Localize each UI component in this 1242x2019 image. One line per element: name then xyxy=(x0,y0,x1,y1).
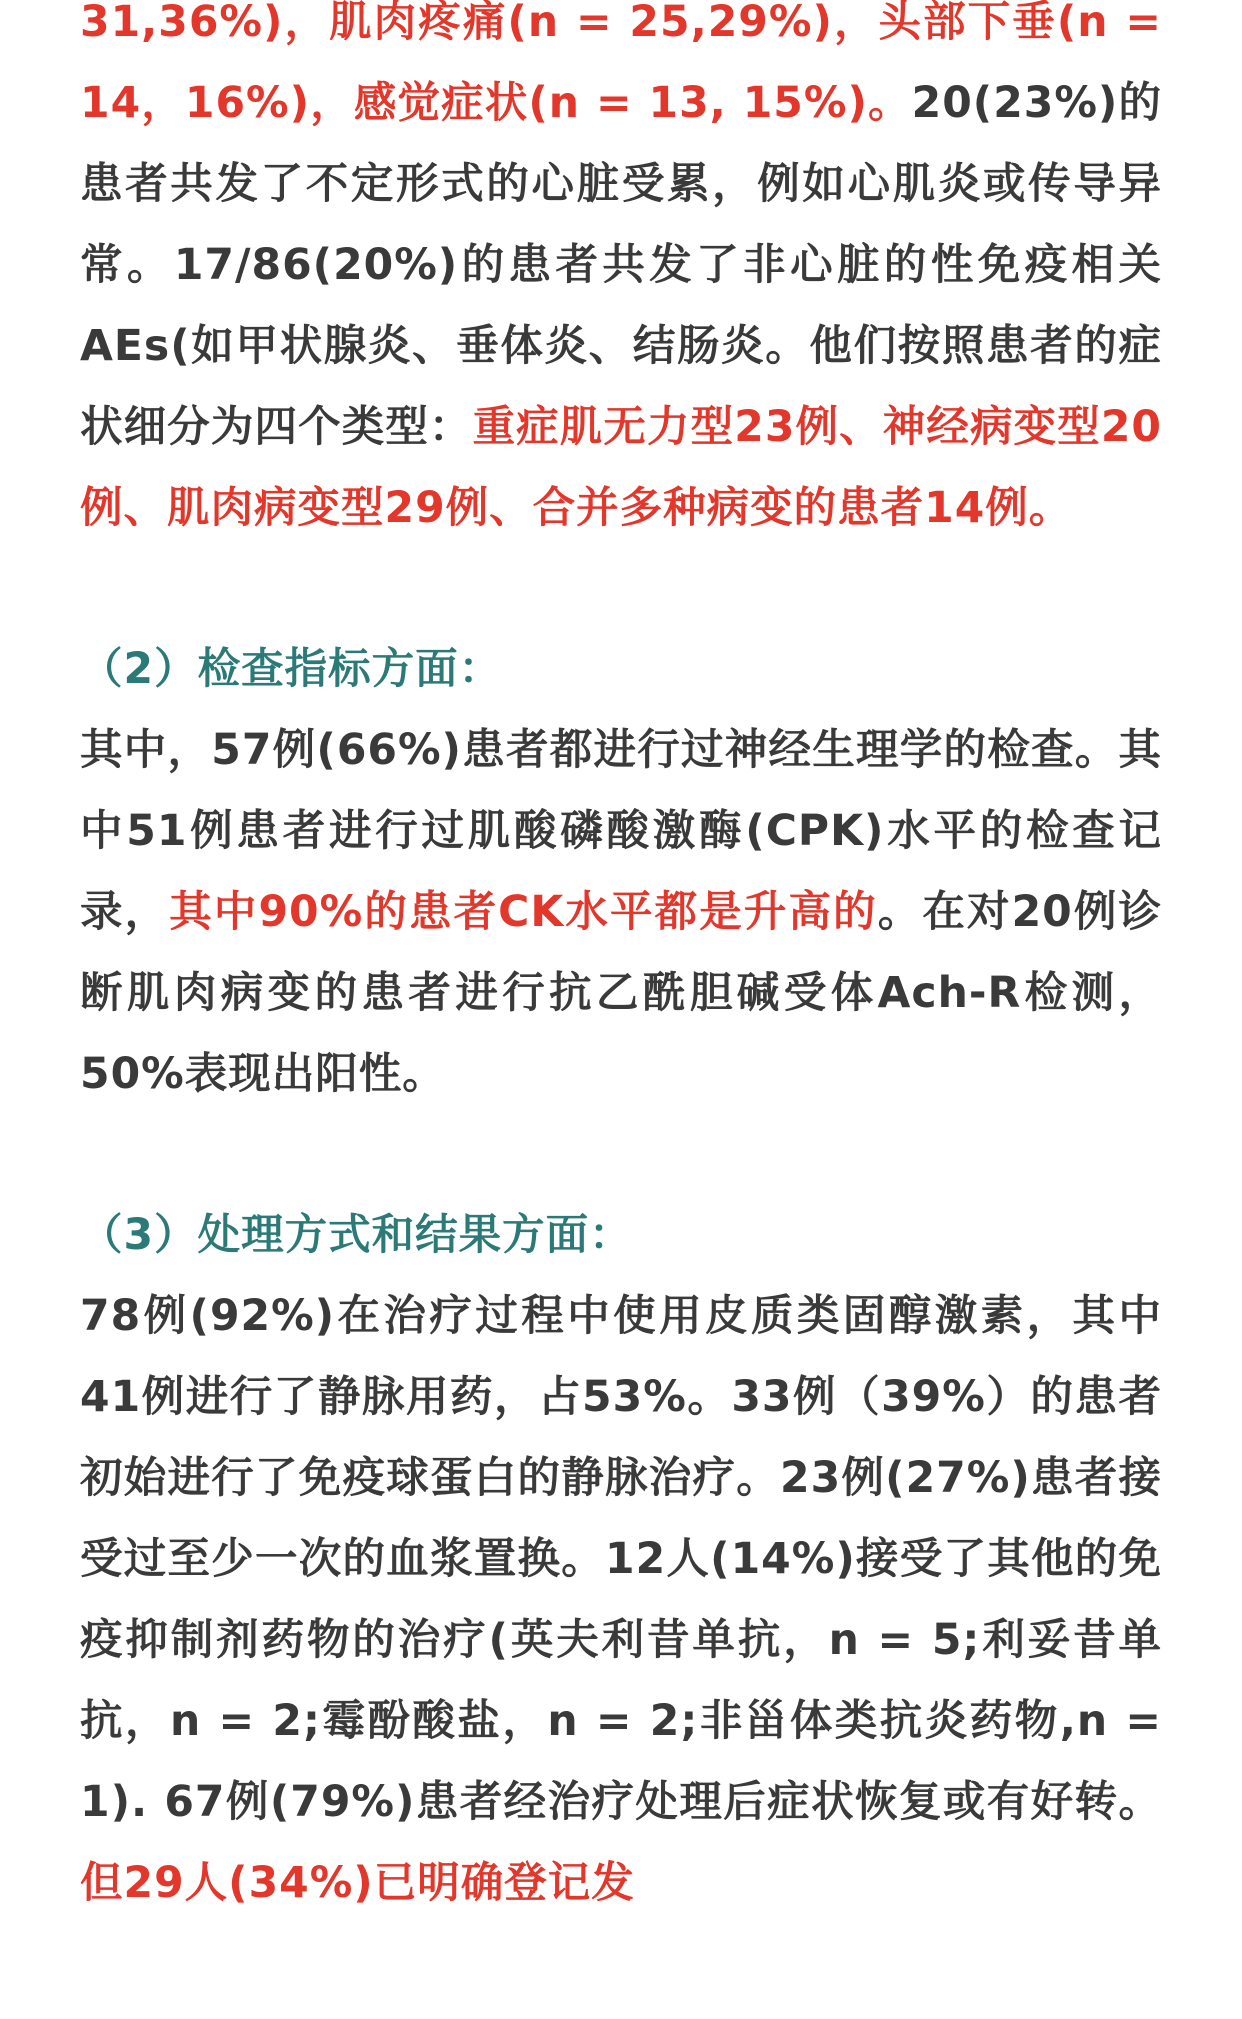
examination-text: 其中，57例(66%)患者都进行过神经生理学的检查。其中51例患者进行过肌酸磷酸激酶(CPK)水平的检查记录， xyxy=(80,726,1162,937)
subtype-counts-highlight: 重症肌无力型23例、神经病变型20例、肌肉病变型29例、合并多种病变的患者14例。 xyxy=(80,403,1162,533)
section-spacer xyxy=(80,1115,1162,1195)
section-heading-examination: （2）检查指标方面： xyxy=(80,645,503,694)
section-heading-treatment: （3）处理方式和结果方面： xyxy=(80,1211,633,1260)
ck-level-highlight: 其中90%的患者CK水平都是升高的 xyxy=(169,888,878,937)
recurrence-highlight: 但29人(34%)已明确登记发 xyxy=(80,1859,635,1908)
paragraph-treatment xyxy=(80,1276,1162,1924)
cardiac-involvement-text: 20(23%)的患者共发了不定形式的心脏受累，例如心肌炎或传导异常。17/86(20%)的患者共发了非心脏的性免疫相关AEs(如甲状腺炎、垂体炎、结肠炎。他们按照患者的症状细分为四个类型： xyxy=(80,79,1162,452)
article-body xyxy=(80,0,1162,1924)
treatment-text: 78例(92%)在治疗过程中使用皮质类固醇激素，其中41例进行了静脉用药，占53%。33例（39%）的患者初始进行了免疫球蛋白的静脉治疗。23例(27%)患者接受过至少一次的血浆置换。12人(14%)接受了其他的免疫抑制剂药物的治疗(英夫利昔单抗，n = 5;利妥昔单抗，n = 2;霉酚酸盐，n = 2;非甾体类抗炎药物,n = 1). 67例(79%)患者经治疗处理后症状恢复或有好转。 xyxy=(80,1292,1162,1827)
paragraph-examination xyxy=(80,710,1162,1115)
section-spacer xyxy=(80,549,1162,629)
ach-r-test-text: 。在对20例诊断肌肉病变的患者进行抗乙酰胆碱受体Ach-R检测，50%表现出阳性。 xyxy=(80,888,1162,1099)
paragraph-symptoms xyxy=(80,0,1162,549)
symptom-stats-highlight: 31,36%)，肌肉疼痛(n = 25,29%)，头部下垂(n = 14，16%)，感觉症状(n = 13, 15%)。 xyxy=(80,0,1162,128)
